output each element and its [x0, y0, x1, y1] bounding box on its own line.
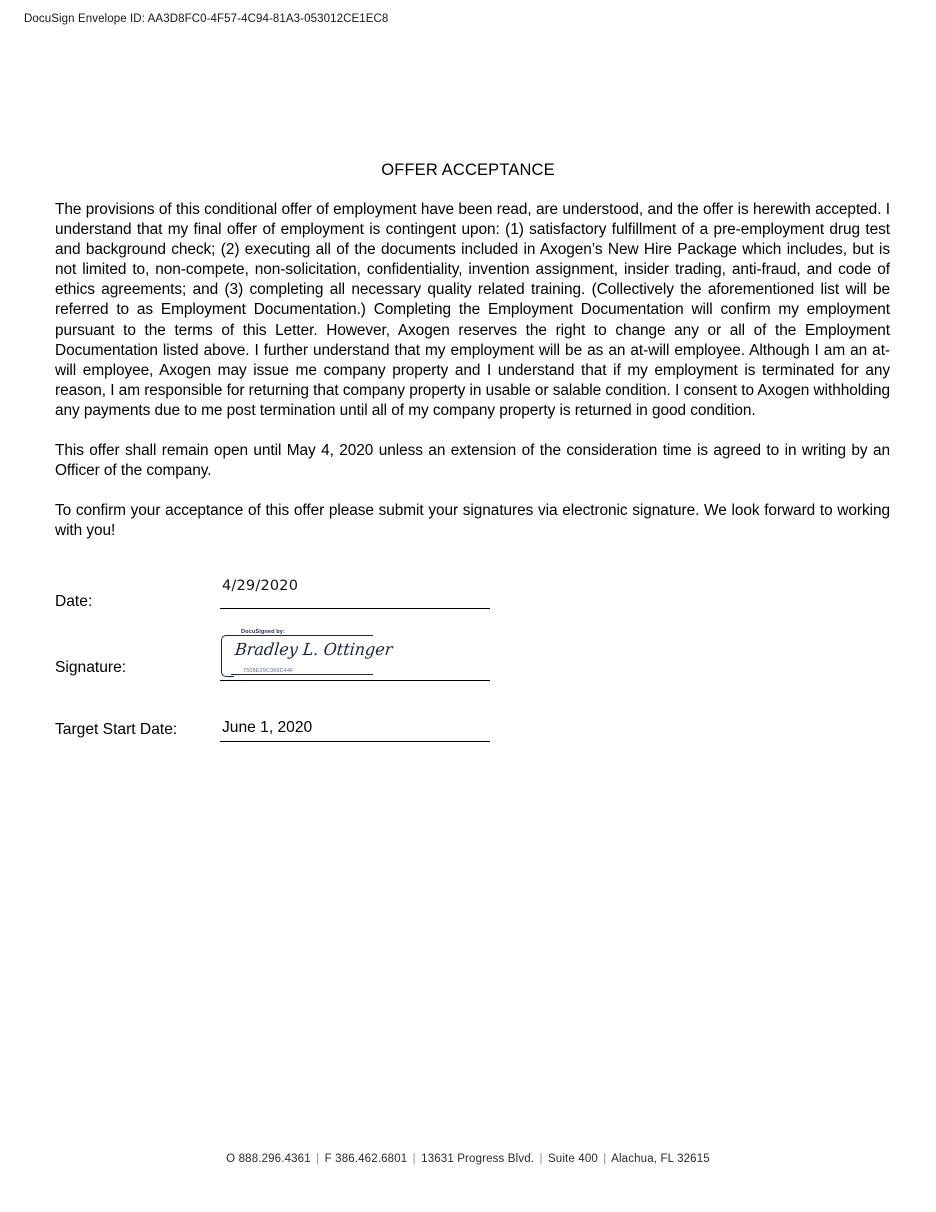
footer-city-state-zip: Alachua, FL 32615: [611, 1153, 710, 1165]
footer-separator-2: |: [412, 1153, 416, 1165]
target-start-date-label: Target Start Date:: [55, 721, 178, 738]
signature-label: Signature:: [55, 659, 127, 676]
footer-suite: Suite 400: [547, 1153, 598, 1165]
docusign-stamp-top-rule: [231, 635, 373, 636]
target-start-date-underline: [220, 741, 490, 742]
field-row-target-start-date: [55, 705, 495, 745]
date-value[interactable]: 4/29/2020: [222, 578, 299, 594]
docusign-signed-by-caption: DocuSigned by:: [238, 629, 288, 635]
date-underline: [220, 608, 490, 609]
date-label: Date:: [55, 593, 93, 610]
docusign-bracket-icon: [221, 635, 234, 677]
docusign-signature-id: 7508E29C366C44F: [243, 668, 294, 674]
page-footer: [0, 1153, 936, 1165]
paragraph-provisions: The provisions of this conditional offer of employment have been read, are understood, and the offer is herewith accepted. I understand that my final offer of employment is contingent upon: (1) satisfactory fulfillment of a pre-employment drug test and background check; (2) executing all of the documents included in Axogen’s New Hire Package which includes, but is not limited to, non-compete, non-solicitation, confidentiality, invention assignment, insider trading, anti-fraud, and code of ethics agreements; and (3) completing all necessary quality related training. (Collectively the aforementioned list will be referred to as Employment Documentation.) Completing the Employment Documentation will confirm my employment pursuant to the terms of this Letter. However, Axogen reserves the right to change any or all of the Employment Documentation listed above. I further understand that my employment will be as an at-will employee. Although I am an at-will employee, Axogen may issue me company property and I understand that if my employment is terminated for any reason, I am responsible for returning that company property in usable or salable condition. I consent to Axogen withholding any payments due to me post termination until all of my company property is returned in good condition.: [55, 201, 890, 419]
paragraph-confirm-acceptance: To confirm your acceptance of this offer please submit your signatures via electronic signature. We look forward to working with you!: [55, 502, 890, 540]
footer-separator-3: |: [539, 1153, 543, 1165]
docusign-signature-stamp[interactable]: [221, 629, 394, 679]
footer-phone: O 888.296.4361: [226, 1153, 311, 1165]
field-row-signature: [55, 631, 495, 693]
footer-separator-4: |: [603, 1153, 607, 1165]
document-body: [55, 200, 890, 541]
docusign-envelope-id: DocuSign Envelope ID: AA3D8FC0-4F57-4C94-81A3-053012CE1EC8: [24, 13, 389, 25]
footer-fax: F 386.462.6801: [324, 1153, 408, 1165]
footer-street: 13631 Progress Blvd.: [421, 1153, 535, 1165]
handwritten-signature: Bradley L. Ottinger: [234, 639, 394, 660]
field-row-date: [55, 575, 495, 631]
signature-underline: [220, 680, 490, 681]
signature-block: [55, 575, 495, 745]
paragraph-offer-open-until: This offer shall remain open until May 4, 2020 unless an extension of the consideration time is agreed to in writing by an Officer of the company.: [55, 442, 890, 480]
page-title: OFFER ACCEPTANCE: [381, 161, 555, 179]
footer-separator-1: |: [316, 1153, 320, 1165]
target-start-date-value[interactable]: June 1, 2020: [222, 719, 313, 736]
docusign-stamp-bottom-rule: [231, 674, 373, 675]
